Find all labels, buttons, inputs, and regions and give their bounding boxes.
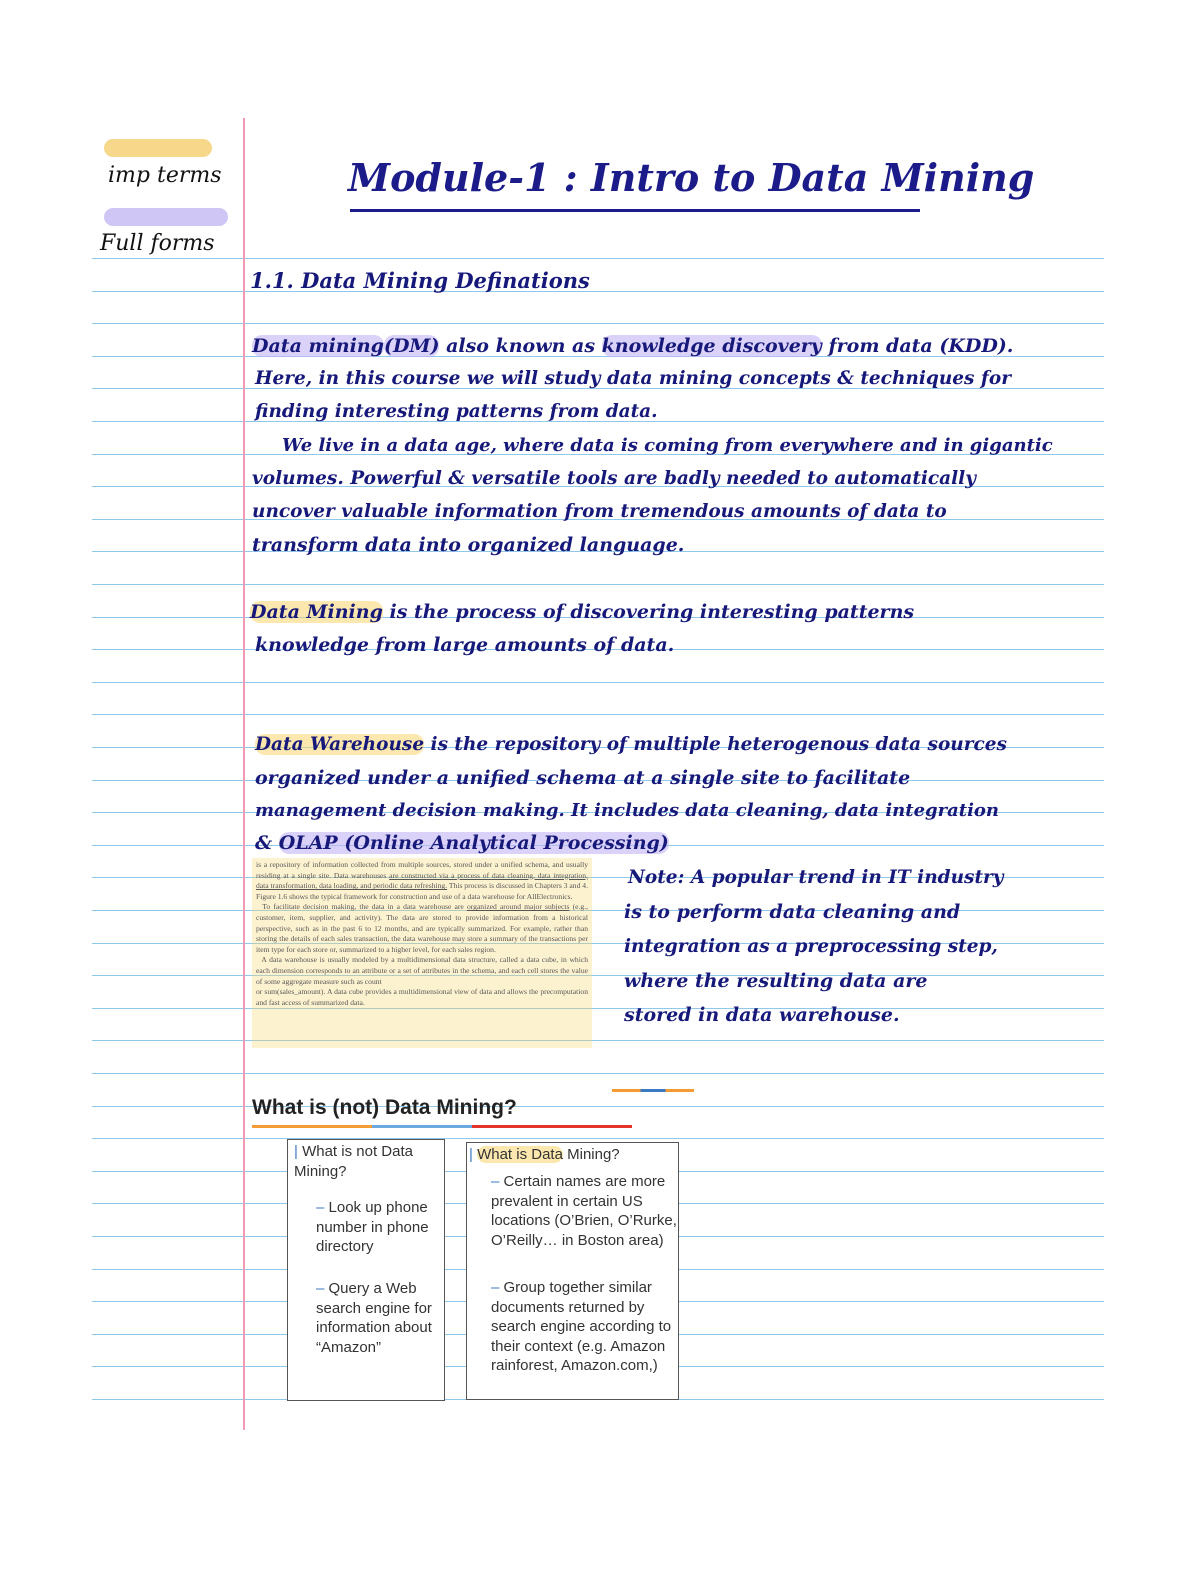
excerpt-p2b: (e.g., customer, item, supplier, and activity). The data are stored to provide information from a historical perspective, such as in the past 6 to 12 months, and are typically summarized. For example, rather than storing the details of each sales transaction, the data warehouse may store a summary of the transactions per item type for each store or, summarized to a higher level, for each sales region.: [256, 902, 589, 954]
slide-title-bar-blue: [372, 1125, 472, 1128]
dw-definition-rest: is the repository of multiple heterogenous data sources: [424, 734, 1007, 755]
dw-definition-line3: management decision making. It includes data cleaning, data integration: [255, 800, 1000, 821]
note-line5: stored in data warehouse.: [624, 1004, 900, 1026]
slide-accent-mark: [612, 1089, 694, 1092]
paragraph1-line4: We live in a data age, where data is coming from everywhere and in gigantic: [282, 435, 1053, 456]
dw-definition-line2: organized under a unified schema at a single site to facilitate: [255, 767, 911, 789]
not-dm-item-text: Look up phone number in phone directory: [316, 1199, 429, 1255]
is-dm-item-text: Group together similar documents returned by search engine according to their context (e.g. Amazon rainforest, Amazon.com,): [491, 1279, 672, 1374]
is-dm-item: – Certain names are more prevalent in certain US locations (O’Brien, O’Rurke, O’Reilly… in Boston area): [491, 1173, 677, 1249]
paragraph1-line6: uncover valuable information from tremendous amounts of data to: [252, 501, 947, 522]
excerpt-p1-underlined: are constructed via a process of data cleaning, data integration, data transformation, data loading, and periodic data refreshing.: [256, 870, 588, 891]
is-dm-header-hl: What is Data: [477, 1146, 563, 1163]
textbook-excerpt: [252, 858, 592, 1048]
is-data-mining-box: [466, 1142, 679, 1400]
term-data-mining-hl: Data Mining: [250, 601, 383, 623]
excerpt-p1b: This process is discussed in Chapters 3 and 4. Figure 1.6 shows the typical framework for construction and use of a data warehouse for AllElectronics.: [256, 881, 588, 901]
term-data-warehouse-hl: Data Warehouse: [255, 734, 425, 755]
note-line1: Note: A popular trend in IT industry: [628, 867, 1004, 888]
dm-definition-rest: is the process of discovering interesting patterns: [382, 601, 915, 623]
note-line4: where the resulting data are: [624, 970, 928, 992]
note-line3: integration as a preprocessing step,: [624, 936, 998, 957]
term-olap-hl: OLAP (Online Analytical Processing): [278, 832, 669, 854]
section-heading: 1.1. Data Mining Definations: [250, 268, 590, 293]
excerpt-p4: or sum(sales_amount). A data cube provides a multidimensional view of data and allows the precomputation and fast access of summarized data.: [256, 987, 588, 1007]
page-title: Module-1 : Intro to Data Mining: [348, 155, 1035, 200]
dw-line4-start: &: [255, 832, 279, 854]
dm-definition-line1: [250, 601, 914, 623]
not-dm-item: – Query a Web search engine for information about “Amazon”: [316, 1280, 432, 1356]
full-forms-swatch: [104, 208, 228, 226]
dm-abbrev: (DM): [383, 335, 440, 357]
note-line2: is to perform data cleaning and: [624, 901, 961, 923]
paragraph1-line2: Here, in this course we will study data mining concepts & techniques for: [255, 368, 1011, 389]
dm-definition-line2: knowledge from large amounts of data.: [255, 634, 675, 656]
not-data-mining-box: [287, 1139, 445, 1401]
paragraph1-line7: transform data into organized language.: [252, 534, 685, 556]
is-dm-header: | What is Data Mining?: [469, 1146, 620, 1163]
excerpt-p2-underlined: organized around major subjects: [466, 902, 570, 912]
line1-end: from data (KDD).: [821, 335, 1014, 357]
term-data-mining: Data mining: [252, 335, 384, 357]
margin-line: [243, 118, 245, 1430]
title-underline: [350, 209, 920, 212]
is-dm-item: – Group together similar documents returned by search engine according to their context (e.g. Amazon rainforest, Amazon.com,): [491, 1279, 672, 1374]
not-dm-header-text: What is not Data Mining?: [294, 1143, 413, 1180]
excerpt-p2a: To facilitate decision making, the data in a data warehouse are: [262, 902, 467, 912]
paragraph1-line3: finding interesting patterns from data.: [255, 401, 658, 422]
slide-title-bar-orange: [252, 1125, 372, 1128]
paragraph1-line1: [252, 335, 1013, 357]
slide-title: What is (not) Data Mining?: [252, 1096, 517, 1119]
excerpt-p1a: is a repository of information collected from multiple sources, stored under a unified schema, and usually residing at a single site. Data warehouses: [256, 860, 588, 880]
dw-definition-line4: [255, 832, 669, 854]
imp-terms-label: imp terms: [108, 163, 222, 188]
slide-title-bar-red: [472, 1125, 632, 1128]
term-kdd: knowledge discovery: [601, 335, 822, 357]
excerpt-p3: A data warehouse is usually modeled by a multidimensional data structure, called a data cube, in which each dimension corresponds to an attribute or a set of attributes in the schema, and each cell stores the value of some aggregate measure such as count: [256, 955, 589, 986]
line1-mid: also known as: [439, 335, 602, 357]
is-dm-item-text: Certain names are more prevalent in certain US locations (O’Brien, O’Rurke, O’Reilly… in Boston area): [491, 1173, 677, 1249]
dw-definition-line1: [255, 734, 1007, 755]
not-dm-header: | What is not Data Mining?: [294, 1143, 413, 1180]
not-dm-item: – Look up phone number in phone directory: [316, 1199, 429, 1255]
not-dm-item-text: Query a Web search engine for information about “Amazon”: [316, 1280, 432, 1356]
is-dm-header-rest: Mining?: [562, 1146, 620, 1163]
full-forms-label: Full forms: [100, 231, 215, 256]
imp-terms-swatch: [104, 139, 212, 157]
paragraph1-line5: volumes. Powerful & versatile tools are badly needed to automatically: [252, 468, 976, 489]
